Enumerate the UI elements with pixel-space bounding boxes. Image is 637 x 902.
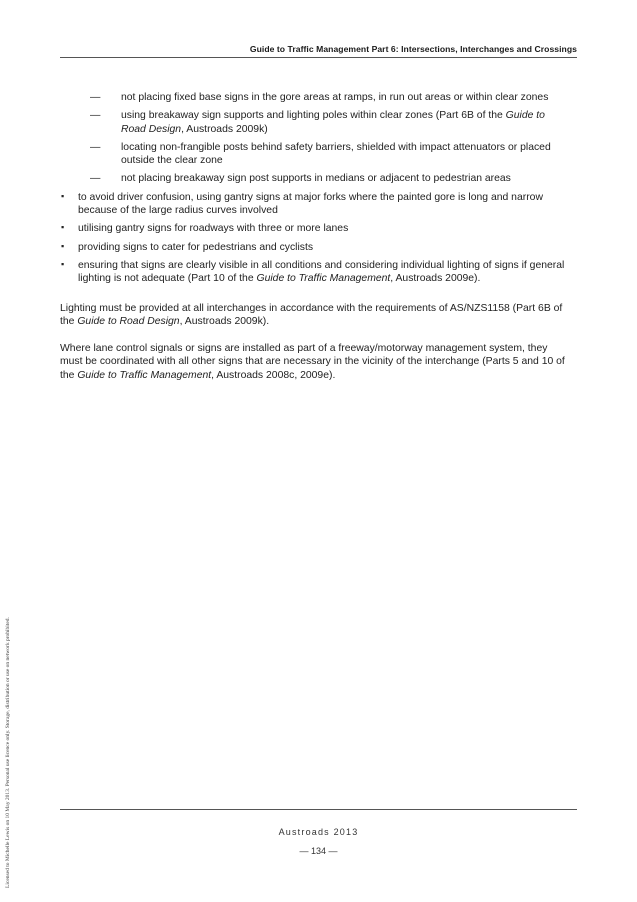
dash-item-text: using breakaway sign supports and lighting poles within clear zones (Part 6B of the xyxy=(121,110,506,122)
dash-list-item xyxy=(60,172,565,185)
bullet-marker: ▪ xyxy=(61,240,65,251)
dash-item-text: not placing fixed base signs in the gore areas at ramps, in run out areas or within clear zones xyxy=(121,92,549,103)
footer-divider xyxy=(60,809,577,810)
bullet-item-text: providing signs to cater for pedestrians and cyclists xyxy=(78,241,314,253)
publication-title: Guide to Road Design xyxy=(77,315,180,327)
licence-notice: Licensed to Michelle Lewis on 10 May 2013. Personal use licence only. Storage, distribution or use on network prohibited. xyxy=(5,617,11,888)
publication-title: Guide to Road Design xyxy=(121,110,545,135)
dash-item-text: , Austroads 2009k) xyxy=(181,123,268,135)
bullet-list-item xyxy=(60,241,565,254)
footer-organisation: Austroads 2013 xyxy=(278,827,359,837)
header-divider xyxy=(60,57,577,58)
paragraph-text: Lighting must be provided at all interchanges in accordance with the requirements of AS/NZS1158 (Part 6B of the xyxy=(60,302,563,327)
publication-title: Guide to Traffic Management xyxy=(77,369,212,381)
dash-marker: — xyxy=(90,141,101,153)
paragraph-text: , Austroads 2009k). xyxy=(179,315,270,327)
bullet-marker: ▪ xyxy=(61,190,65,201)
dash-list-item xyxy=(60,141,565,168)
dash-marker: — xyxy=(90,173,101,185)
bullet-marker: ▪ xyxy=(61,258,65,269)
page-number: — 134 — xyxy=(299,846,338,856)
bullet-item-text: to avoid driver confusion, using gantry signs at major forks where the painted gore is long and narrow because of the large radius curves involved xyxy=(78,191,543,217)
publication-title: Guide to Traffic Management xyxy=(256,273,391,285)
paragraph-text: , Austroads 2008c, 2009e). xyxy=(211,369,336,381)
dash-list-item xyxy=(60,109,565,136)
bullet-marker: ▪ xyxy=(61,222,65,233)
bullet-list-item xyxy=(60,259,565,286)
bullet-list-item xyxy=(60,191,565,218)
body-paragraph xyxy=(60,302,565,329)
bullet-item-text: , Austroads 2009e). xyxy=(390,273,481,285)
dash-list-item xyxy=(60,91,565,104)
dash-item-text: locating non-frangible posts behind safety barriers, shielded with impact attenuators or placed outside the clear zone xyxy=(121,141,551,167)
body-paragraph xyxy=(60,342,565,382)
dash-marker: — xyxy=(90,92,101,103)
bullet-list-item xyxy=(60,222,565,235)
dash-marker: — xyxy=(90,110,101,122)
bullet-item-text: utilising gantry signs for roadways with three or more lanes xyxy=(78,223,349,235)
body-content xyxy=(60,91,565,392)
running-header: Guide to Traffic Management Part 6: Intersections, Interchanges and Crossings xyxy=(249,44,577,54)
bullet-item-text: ensuring that signs are clearly visible in all conditions and considering individual lighting of signs if general lighting is not adequate (Part 10 of the xyxy=(78,259,565,285)
dash-item-text: not placing breakaway sign post supports in medians or adjacent to pedestrian areas xyxy=(121,173,511,185)
paragraph-text: Where lane control signals or signs are installed as part of a freeway/motorway management system, they must be coordinated with all other signs that are necessary in the vicinity of the interchange (Parts 5 and 10 of the xyxy=(60,343,565,381)
